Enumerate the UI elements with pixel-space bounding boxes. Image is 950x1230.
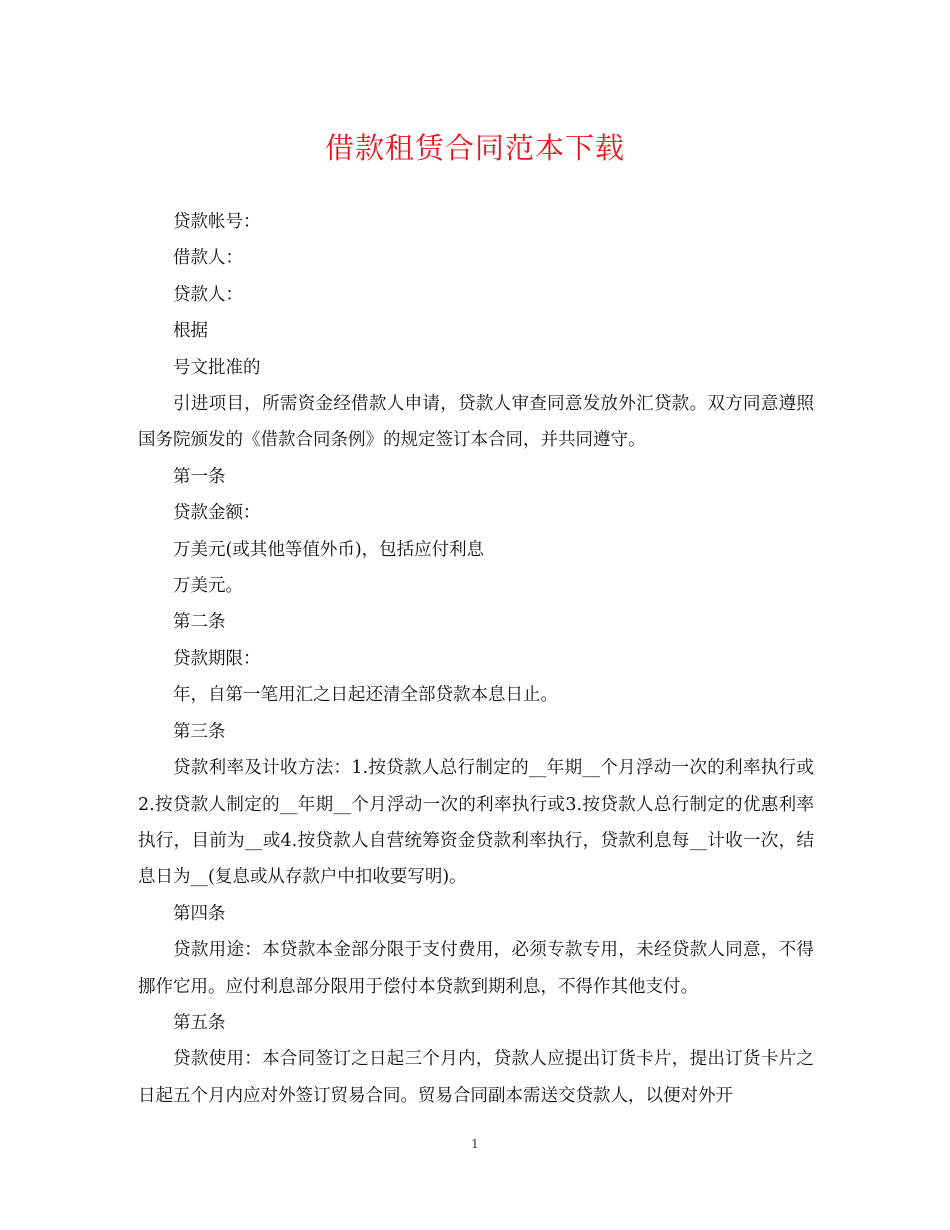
paragraph-loan-amount-label: 贷款金额： <box>173 503 261 524</box>
document-title: 借款租赁合同范本下载 <box>324 131 625 165</box>
paragraph-loan-use: 贷款使用：本合同签订之日起三个月内，贷款人应提出订货卡片，提出订货卡片之日起五个月内应对外签订贸易合同。贸易合同副本需送交贷款人，以便对外开 <box>138 1049 814 1106</box>
paragraph-lender: 贷款人： <box>173 284 243 305</box>
paragraph-interest-rate: 贷款利率及计收方法：1.按贷款人总行制定的__年期__个月浮动一次的利率执行或2.按贷款人制定的__年期__个月浮动一次的利率执行或3.按贷款人总行制定的优惠利率执行，目前为__或4.按贷款人自营统筹资金贷款利率执行，贷款利息每__计收一次，结息日为__(复息或从存款户中扣收要写明)。 <box>138 758 814 888</box>
paragraph-loan-amount-interest: 万美元。 <box>173 576 243 597</box>
document-body <box>138 204 814 1114</box>
paragraph-loan-purpose: 贷款用途：本贷款本金部分限于支付费用，必须专款专用，未经贷款人同意，不得挪作它用。应付利息部分限用于偿付本贷款到期利息，不得作其他支付。 <box>138 940 814 997</box>
paragraph-loan-term-label: 贷款期限： <box>173 648 261 669</box>
paragraph-approval-number: 号文批准的 <box>173 357 261 378</box>
paragraph-loan-account: 贷款帐号： <box>173 212 261 232</box>
paragraph-according-to: 根据 <box>173 321 208 342</box>
paragraph-introduction: 引进项目，所需资金经借款人申请，贷款人审查同意发放外汇贷款。双方同意遵照国务院颁发的《借款合同条例》的规定签订本合同，并共同遵守。 <box>138 394 814 451</box>
article-5-heading: 第五条 <box>173 1012 226 1033</box>
article-4-heading: 第四条 <box>173 903 226 924</box>
paragraph-loan-amount-usd: 万美元(或其他等值外币)，包括应付利息 <box>173 539 485 560</box>
article-1-heading: 第一条 <box>173 466 226 487</box>
article-2-heading: 第二条 <box>173 612 226 633</box>
paragraph-loan-term: 年，自第一笔用汇之日起还清全部贷款本息日止。 <box>173 685 558 706</box>
page-number: 1 <box>471 1137 479 1151</box>
paragraph-borrower: 借款人： <box>173 248 243 269</box>
article-3-heading: 第三条 <box>173 721 226 742</box>
